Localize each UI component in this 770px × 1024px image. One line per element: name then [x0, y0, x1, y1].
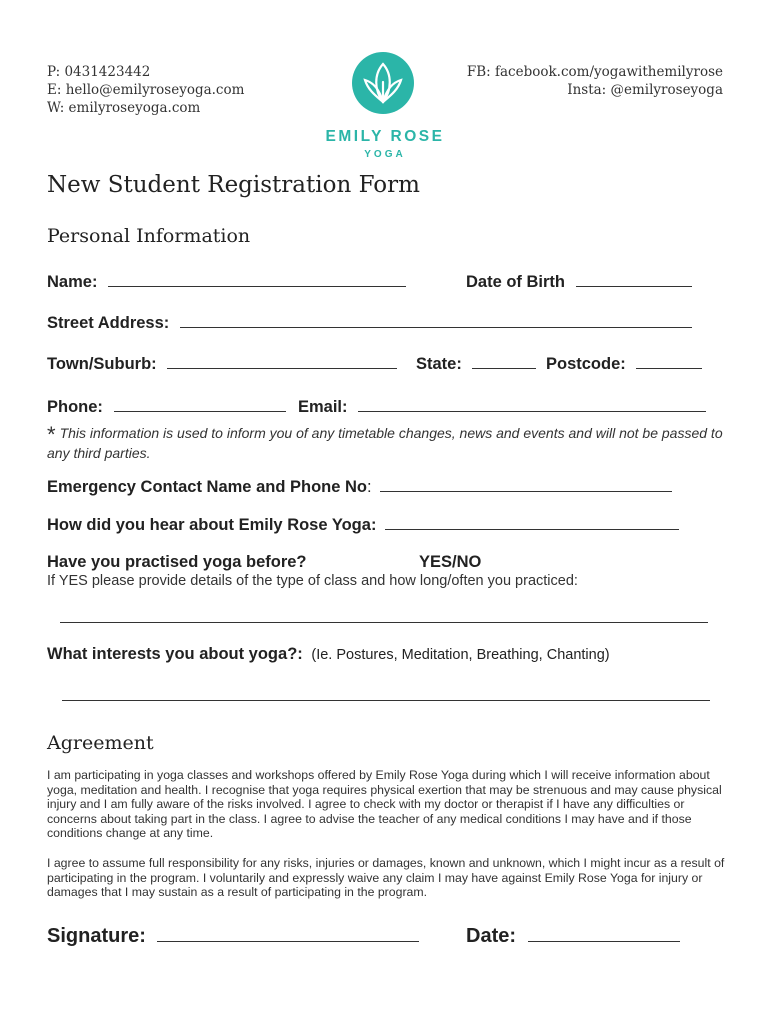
- page-title: New Student Registration Form: [47, 172, 420, 198]
- hear-label: How did you hear about Emily Rose Yoga:: [47, 516, 377, 534]
- phone-label: Phone:: [47, 398, 103, 416]
- hear-field-row: [47, 516, 679, 535]
- postcode-field-row: [546, 355, 702, 374]
- privacy-note: [47, 424, 727, 462]
- state-field-row: [416, 355, 536, 374]
- town-field-row: [47, 355, 397, 374]
- contact-phone: P: 0431423442: [47, 64, 151, 80]
- practised-label: Have you practised yoga before?: [47, 553, 307, 571]
- hear-input-line[interactable]: [385, 517, 679, 530]
- dob-input-line[interactable]: [576, 274, 692, 287]
- phone-input-line[interactable]: [114, 399, 286, 412]
- contact-facebook: FB: facebook.com/yogawithemilyrose: [466, 64, 723, 80]
- state-input-line[interactable]: [472, 356, 536, 369]
- privacy-note-text: This information is used to inform you of any timetable changes, news and events and will not be passed to any third parties.: [47, 425, 723, 461]
- street-label: Street Address:: [47, 314, 170, 332]
- signature-label: Signature:: [47, 925, 146, 947]
- email-label: Email:: [298, 398, 348, 416]
- name-input-line[interactable]: [108, 274, 406, 287]
- town-label: Town/Suburb:: [47, 355, 157, 373]
- email-field-row: [298, 398, 706, 417]
- postcode-label: Postcode:: [546, 355, 626, 373]
- brand-name: EMILY ROSE: [325, 128, 445, 145]
- signature-input-line[interactable]: [157, 927, 419, 942]
- lotus-logo-icon: [352, 52, 414, 114]
- emergency-field-row: [47, 478, 672, 497]
- dob-label: Date of Birth: [466, 273, 565, 291]
- contact-left: [47, 63, 244, 117]
- brand-wordmark: [300, 128, 470, 160]
- contact-instagram: Insta: @emilyroseyoga: [567, 82, 723, 98]
- agreement-paragraph-2: I agree to assume full responsibility for any risks, injuries or damages, known and unknown, which I might incur as a result of participating in the program. I voluntarily and expressly waive any claim I may have against Emily Rose Yoga for injury or damages that I may sustain as a result of participating in the program.: [47, 856, 725, 900]
- interests-label: What interests you about yoga?:: [47, 645, 303, 663]
- interests-hint: (Ie. Postures, Meditation, Breathing, Chanting): [311, 647, 610, 663]
- signature-field-row: [47, 925, 419, 948]
- interests-input-line[interactable]: [62, 700, 710, 701]
- practised-detail-input-line[interactable]: [60, 622, 708, 623]
- date-field-row: [466, 925, 680, 948]
- asterisk-icon: *: [47, 422, 56, 447]
- emergency-colon: :: [367, 478, 372, 496]
- street-input-line[interactable]: [180, 315, 692, 328]
- personal-info-heading: Personal Information: [47, 225, 251, 247]
- street-field-row: [47, 314, 692, 333]
- postcode-input-line[interactable]: [636, 356, 702, 369]
- contact-email: E: hello@emilyroseyoga.com: [47, 82, 245, 98]
- state-label: State:: [416, 355, 462, 373]
- dob-field-row: [466, 273, 692, 292]
- name-label: Name:: [47, 273, 98, 291]
- contact-right: [467, 63, 723, 99]
- date-label: Date:: [466, 925, 517, 947]
- yes-no-option[interactable]: YES/NO: [419, 553, 482, 571]
- agreement-heading: Agreement: [47, 732, 154, 754]
- phone-field-row: [47, 398, 286, 417]
- emergency-label: Emergency Contact Name and Phone No: [47, 478, 367, 496]
- email-input-line[interactable]: [358, 399, 706, 412]
- interests-field-row: [47, 645, 610, 664]
- date-input-line[interactable]: [528, 927, 680, 942]
- practised-detail-text: If YES please provide details of the type of class and how long/often you practiced:: [47, 573, 578, 589]
- agreement-paragraph-1: I am participating in yoga classes and workshops offered by Emily Rose Yoga during which I will receive information about yoga, meditation and health. I recognise that yoga requires physical exertion that may be strenuous and may cause physical injury and I am fully aware of the risks involved. I agree to check with my doctor or therapist if I have any difficulties or concerns about taking part in the class. I agree to advise the teacher of any medical conditions I may have and if those conditions change at any time.: [47, 768, 722, 841]
- emergency-input-line[interactable]: [380, 479, 672, 492]
- name-field-row: [47, 273, 406, 292]
- contact-website: W: emilyroseyoga.com: [47, 100, 201, 116]
- brand-subtitle: YOGA: [364, 149, 406, 160]
- town-input-line[interactable]: [167, 356, 397, 369]
